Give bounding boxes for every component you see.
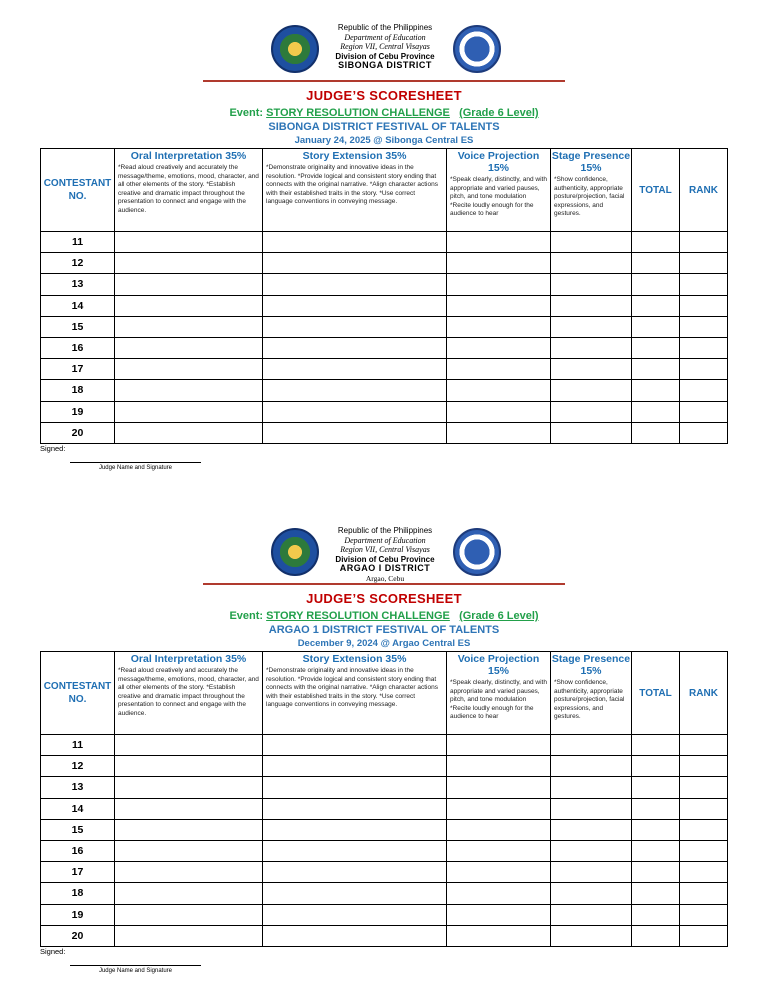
criterion-name: Voice Projection 15%: [457, 150, 540, 174]
score-cell-rank[interactable]: [680, 401, 728, 422]
score-cell-total[interactable]: [632, 777, 680, 798]
score-cell-story-extension[interactable]: [263, 401, 447, 422]
score-cell-voice-projection[interactable]: [447, 316, 551, 337]
score-cell-stage-presence[interactable]: [551, 862, 632, 883]
score-cell-rank[interactable]: [680, 798, 728, 819]
score-cell-stage-presence[interactable]: [551, 883, 632, 904]
criterion-name: Stage Presence 15%: [551, 150, 631, 174]
letterhead-region: Region VII, Central Visayas: [340, 545, 430, 555]
signed-label: Signed:: [40, 947, 66, 956]
score-cell-oral-interpretation[interactable]: [115, 316, 263, 337]
criterion-description: *Show confidence, authenticity, appropriate posture/projection, facial expressions, and gestures.: [554, 679, 625, 720]
score-cell-total[interactable]: [632, 232, 680, 253]
score-cell-total[interactable]: [632, 316, 680, 337]
score-cell-oral-interpretation[interactable]: [115, 904, 263, 925]
contestant-number: 20: [41, 422, 115, 443]
score-cell-stage-presence[interactable]: [551, 274, 632, 295]
signature-line: [70, 462, 201, 463]
score-cell-oral-interpretation[interactable]: [115, 862, 263, 883]
score-cell-rank[interactable]: [680, 232, 728, 253]
contestant-number: 17: [41, 862, 115, 883]
score-cell-oral-interpretation[interactable]: [115, 798, 263, 819]
contestant-number: 13: [41, 274, 115, 295]
score-cell-rank[interactable]: [680, 756, 728, 777]
table-row: [41, 295, 728, 316]
scoresheet-2: [0, 516, 768, 996]
contestant-number: 19: [41, 401, 115, 422]
table-row: [41, 253, 728, 274]
score-cell-total[interactable]: [632, 862, 680, 883]
table-header-row: [41, 149, 728, 232]
score-cell-total[interactable]: [632, 337, 680, 358]
letterhead-department: Department of Education: [344, 32, 426, 42]
score-cell-story-extension[interactable]: [263, 337, 447, 358]
contestant-number: 14: [41, 798, 115, 819]
criterion-description: *Demonstrate originality and innovative ideas in the resolution. *Provide logical and consistent story ending that connects with the original narrative. *Align character actions with their established traits in the story. *Use correct language conventions in conveying message.: [266, 164, 438, 205]
letterhead-region: Region VII, Central Visayas: [340, 42, 430, 52]
score-cell-oral-interpretation[interactable]: [115, 380, 263, 401]
score-cell-stage-presence[interactable]: [551, 295, 632, 316]
score-cell-stage-presence[interactable]: [551, 316, 632, 337]
table-row: [41, 904, 728, 925]
contestant-number: 15: [41, 316, 115, 337]
score-cell-rank[interactable]: [680, 840, 728, 861]
score-cell-story-extension[interactable]: [263, 777, 447, 798]
score-cell-oral-interpretation[interactable]: [115, 401, 263, 422]
score-cell-voice-projection[interactable]: [447, 422, 551, 443]
contestant-number: 18: [41, 883, 115, 904]
score-cell-stage-presence[interactable]: [551, 925, 632, 946]
table-row: [41, 798, 728, 819]
score-cell-total[interactable]: [632, 380, 680, 401]
score-cell-stage-presence[interactable]: [551, 337, 632, 358]
score-cell-oral-interpretation[interactable]: [115, 925, 263, 946]
signed-label: Signed:: [40, 444, 66, 453]
score-cell-rank[interactable]: [680, 422, 728, 443]
signature-caption: Judge Name and Signature: [98, 465, 173, 471]
score-table: [40, 148, 728, 444]
contestant-number: 17: [41, 359, 115, 380]
score-cell-oral-interpretation[interactable]: [115, 735, 263, 756]
score-cell-voice-projection[interactable]: [447, 401, 551, 422]
cebu-province-seal-icon: [271, 25, 319, 73]
letterhead-district: SIBONGA DISTRICT: [338, 60, 432, 71]
criterion-voice-projection: [447, 652, 551, 735]
letterhead-text: [323, 23, 447, 71]
score-cell-voice-projection[interactable]: [447, 819, 551, 840]
score-cell-rank[interactable]: [680, 380, 728, 401]
festival-name: SIBONGA DISTRICT FESTIVAL OF TALENTS: [268, 121, 500, 133]
score-cell-story-extension[interactable]: [263, 840, 447, 861]
letterhead-department: Department of Education: [344, 535, 426, 545]
score-cell-story-extension[interactable]: [263, 274, 447, 295]
score-cell-story-extension[interactable]: [263, 422, 447, 443]
score-cell-story-extension[interactable]: [263, 925, 447, 946]
criterion-voice-projection: [447, 149, 551, 232]
table-row: [41, 380, 728, 401]
score-cell-voice-projection[interactable]: [447, 756, 551, 777]
criterion-name: Oral Interpretation 35%: [130, 150, 247, 162]
criterion-description: *Show confidence, authenticity, appropriate posture/projection, facial expressions, and gestures.: [554, 176, 625, 217]
score-cell-total[interactable]: [632, 904, 680, 925]
score-cell-oral-interpretation[interactable]: [115, 274, 263, 295]
letterhead-republic: Republic of the Philippines: [337, 23, 433, 32]
score-cell-voice-projection[interactable]: [447, 883, 551, 904]
letterhead-division: Division of Cebu Province: [335, 554, 435, 564]
letterhead: [203, 516, 565, 586]
score-cell-stage-presence[interactable]: [551, 777, 632, 798]
criterion-story-extension: [263, 652, 447, 735]
score-cell-rank[interactable]: [680, 925, 728, 946]
total-header: TOTAL: [632, 652, 680, 735]
table-row: [41, 925, 728, 946]
score-cell-stage-presence[interactable]: [551, 798, 632, 819]
score-cell-voice-projection[interactable]: [447, 337, 551, 358]
score-cell-stage-presence[interactable]: [551, 232, 632, 253]
event-prefix: Event:: [229, 107, 267, 119]
score-cell-voice-projection[interactable]: [447, 359, 551, 380]
festival-name: ARGAO 1 DISTRICT FESTIVAL OF TALENTS: [268, 624, 500, 636]
score-cell-stage-presence[interactable]: [551, 904, 632, 925]
signature-caption: Judge Name and Signature: [98, 968, 173, 974]
score-cell-story-extension[interactable]: [263, 380, 447, 401]
letterhead-divider: [203, 583, 565, 585]
criterion-description: *Read aloud creatively and accurately the message/theme, emotions, mood, character, and all other elements of the story. *Establish creative and dramatic impact throughout the presentation to connect and engage with the audience.: [118, 667, 259, 717]
criterion-oral-interpretation: [115, 149, 263, 232]
score-cell-story-extension[interactable]: [263, 316, 447, 337]
criterion-description: *Demonstrate originality and innovative ideas in the resolution. *Provide logical and consistent story ending that connects with the original narrative. *Align character actions with their established traits in the story. *Use correct language conventions in conveying message.: [266, 667, 438, 708]
score-cell-voice-projection[interactable]: [447, 925, 551, 946]
score-table: [40, 651, 728, 947]
score-cell-voice-projection[interactable]: [447, 904, 551, 925]
score-cell-oral-interpretation[interactable]: [115, 756, 263, 777]
score-cell-story-extension[interactable]: [263, 798, 447, 819]
score-cell-total[interactable]: [632, 819, 680, 840]
score-cell-story-extension[interactable]: [263, 359, 447, 380]
event-level: (Grade 6 Level): [459, 610, 539, 622]
score-cell-rank[interactable]: [680, 819, 728, 840]
contestant-number: 16: [41, 337, 115, 358]
table-row: [41, 735, 728, 756]
letterhead-text: [323, 526, 447, 584]
score-cell-story-extension[interactable]: [263, 735, 447, 756]
score-cell-total[interactable]: [632, 253, 680, 274]
rank-header: RANK: [680, 652, 728, 735]
letterhead-division: Division of Cebu Province: [335, 51, 435, 61]
table-row: [41, 274, 728, 295]
table-row: [41, 862, 728, 883]
score-cell-story-extension[interactable]: [263, 756, 447, 777]
score-cell-voice-projection[interactable]: [447, 798, 551, 819]
score-cell-total[interactable]: [632, 756, 680, 777]
score-cell-oral-interpretation[interactable]: [115, 337, 263, 358]
score-cell-oral-interpretation[interactable]: [115, 295, 263, 316]
criterion-name: Story Extension 35%: [302, 150, 407, 162]
score-cell-voice-projection[interactable]: [447, 777, 551, 798]
criterion-oral-interpretation: [115, 652, 263, 735]
table-header-row: [41, 652, 728, 735]
score-cell-total[interactable]: [632, 359, 680, 380]
rank-header: RANK: [680, 149, 728, 232]
table-row: [41, 359, 728, 380]
score-cell-oral-interpretation[interactable]: [115, 253, 263, 274]
score-cell-total[interactable]: [632, 735, 680, 756]
table-row: [41, 777, 728, 798]
criterion-stage-presence: [551, 149, 632, 232]
criterion-stage-presence: [551, 652, 632, 735]
score-cell-story-extension[interactable]: [263, 232, 447, 253]
score-cell-rank[interactable]: [680, 274, 728, 295]
score-cell-story-extension[interactable]: [263, 862, 447, 883]
score-cell-oral-interpretation[interactable]: [115, 883, 263, 904]
score-cell-voice-projection[interactable]: [447, 735, 551, 756]
score-cell-total[interactable]: [632, 401, 680, 422]
score-cell-rank[interactable]: [680, 777, 728, 798]
event-line: [0, 107, 768, 119]
deped-seal-icon: [453, 25, 501, 73]
table-row: [41, 316, 728, 337]
contestant-number: 20: [41, 925, 115, 946]
contestant-number: 14: [41, 295, 115, 316]
score-cell-total[interactable]: [632, 840, 680, 861]
score-cell-total[interactable]: [632, 883, 680, 904]
contestant-number: 18: [41, 380, 115, 401]
score-cell-story-extension[interactable]: [263, 253, 447, 274]
contestant-header: CONTESTANT NO.: [41, 652, 115, 735]
score-cell-voice-projection[interactable]: [447, 840, 551, 861]
score-cell-rank[interactable]: [680, 253, 728, 274]
signature-line: [70, 965, 201, 966]
score-cell-total[interactable]: [632, 295, 680, 316]
contestant-number: 11: [41, 735, 115, 756]
contestant-header: CONTESTANT NO.: [41, 149, 115, 232]
score-cell-voice-projection[interactable]: [447, 862, 551, 883]
score-cell-story-extension[interactable]: [263, 295, 447, 316]
table-row: [41, 401, 728, 422]
score-cell-stage-presence[interactable]: [551, 756, 632, 777]
letterhead-divider: [203, 80, 565, 82]
table-row: [41, 840, 728, 861]
criterion-name: Oral Interpretation 35%: [130, 653, 247, 665]
table-row: [41, 883, 728, 904]
letterhead: [203, 13, 565, 83]
score-cell-oral-interpretation[interactable]: [115, 840, 263, 861]
score-cell-story-extension[interactable]: [263, 819, 447, 840]
event-prefix: Event:: [229, 610, 267, 622]
contestant-number: 12: [41, 756, 115, 777]
score-cell-stage-presence[interactable]: [551, 840, 632, 861]
table-row: [41, 337, 728, 358]
letterhead-district: ARGAO I DISTRICT: [339, 563, 431, 574]
contestant-number: 13: [41, 777, 115, 798]
score-cell-total[interactable]: [632, 422, 680, 443]
score-cell-oral-interpretation[interactable]: [115, 819, 263, 840]
score-cell-rank[interactable]: [680, 316, 728, 337]
scoresheet-1: [0, 13, 768, 493]
criterion-description: *Speak clearly, distinctly, and with appropriate and varied pauses, pitch, and tone modulation *Recite loudly enough for the audience to hear: [450, 679, 547, 720]
table-row: [41, 756, 728, 777]
table-row: [41, 232, 728, 253]
score-cell-stage-presence[interactable]: [551, 422, 632, 443]
score-cell-oral-interpretation[interactable]: [115, 232, 263, 253]
letterhead-republic: Republic of the Philippines: [337, 526, 433, 535]
total-header: TOTAL: [632, 149, 680, 232]
score-cell-rank[interactable]: [680, 337, 728, 358]
contestant-number: 19: [41, 904, 115, 925]
event-line: [0, 610, 768, 622]
contestant-number: 16: [41, 840, 115, 861]
score-cell-total[interactable]: [632, 925, 680, 946]
score-cell-total[interactable]: [632, 798, 680, 819]
score-cell-stage-presence[interactable]: [551, 735, 632, 756]
cebu-province-seal-icon: [271, 528, 319, 576]
table-row: [41, 422, 728, 443]
score-cell-voice-projection[interactable]: [447, 295, 551, 316]
letterhead-place: Argao, Cebu: [365, 573, 405, 583]
score-cell-rank[interactable]: [680, 862, 728, 883]
score-cell-rank[interactable]: [680, 883, 728, 904]
score-cell-oral-interpretation[interactable]: [115, 777, 263, 798]
event-name: STORY RESOLUTION CHALLENGE: [266, 610, 450, 622]
event-level: (Grade 6 Level): [459, 107, 539, 119]
date-venue: January 24, 2025 @ Sibonga Central ES: [294, 135, 474, 146]
table-row: [41, 819, 728, 840]
score-cell-oral-interpretation[interactable]: [115, 422, 263, 443]
date-venue: December 9, 2024 @ Argao Central ES: [297, 638, 471, 649]
event-name: STORY RESOLUTION CHALLENGE: [266, 107, 450, 119]
score-cell-stage-presence[interactable]: [551, 359, 632, 380]
score-cell-voice-projection[interactable]: [447, 274, 551, 295]
criterion-name: Story Extension 35%: [302, 653, 407, 665]
contestant-number: 11: [41, 232, 115, 253]
score-cell-voice-projection[interactable]: [447, 380, 551, 401]
scoresheet-title: JUDGE’S SCORESHEET: [306, 591, 462, 606]
criterion-story-extension: [263, 149, 447, 232]
score-cell-stage-presence[interactable]: [551, 819, 632, 840]
score-cell-story-extension[interactable]: [263, 904, 447, 925]
score-cell-rank[interactable]: [680, 295, 728, 316]
score-cell-rank[interactable]: [680, 735, 728, 756]
criterion-name: Stage Presence 15%: [551, 653, 631, 677]
score-cell-voice-projection[interactable]: [447, 253, 551, 274]
score-cell-voice-projection[interactable]: [447, 232, 551, 253]
scoresheet-title: JUDGE’S SCORESHEET: [306, 88, 462, 103]
score-cell-total[interactable]: [632, 274, 680, 295]
score-cell-rank[interactable]: [680, 904, 728, 925]
criterion-description: *Speak clearly, distinctly, and with appropriate and varied pauses, pitch, and tone modulation *Recite loudly enough for the audience to hear: [450, 176, 547, 217]
contestant-number: 15: [41, 819, 115, 840]
score-cell-stage-presence[interactable]: [551, 401, 632, 422]
score-cell-story-extension[interactable]: [263, 883, 447, 904]
score-cell-stage-presence[interactable]: [551, 380, 632, 401]
score-cell-stage-presence[interactable]: [551, 253, 632, 274]
deped-seal-icon: [453, 528, 501, 576]
criterion-description: *Read aloud creatively and accurately the message/theme, emotions, mood, character, and all other elements of the story. *Establish creative and dramatic impact throughout the presentation to connect and engage with the audience.: [118, 164, 259, 214]
contestant-number: 12: [41, 253, 115, 274]
score-cell-oral-interpretation[interactable]: [115, 359, 263, 380]
criterion-name: Voice Projection 15%: [457, 653, 540, 677]
score-cell-rank[interactable]: [680, 359, 728, 380]
